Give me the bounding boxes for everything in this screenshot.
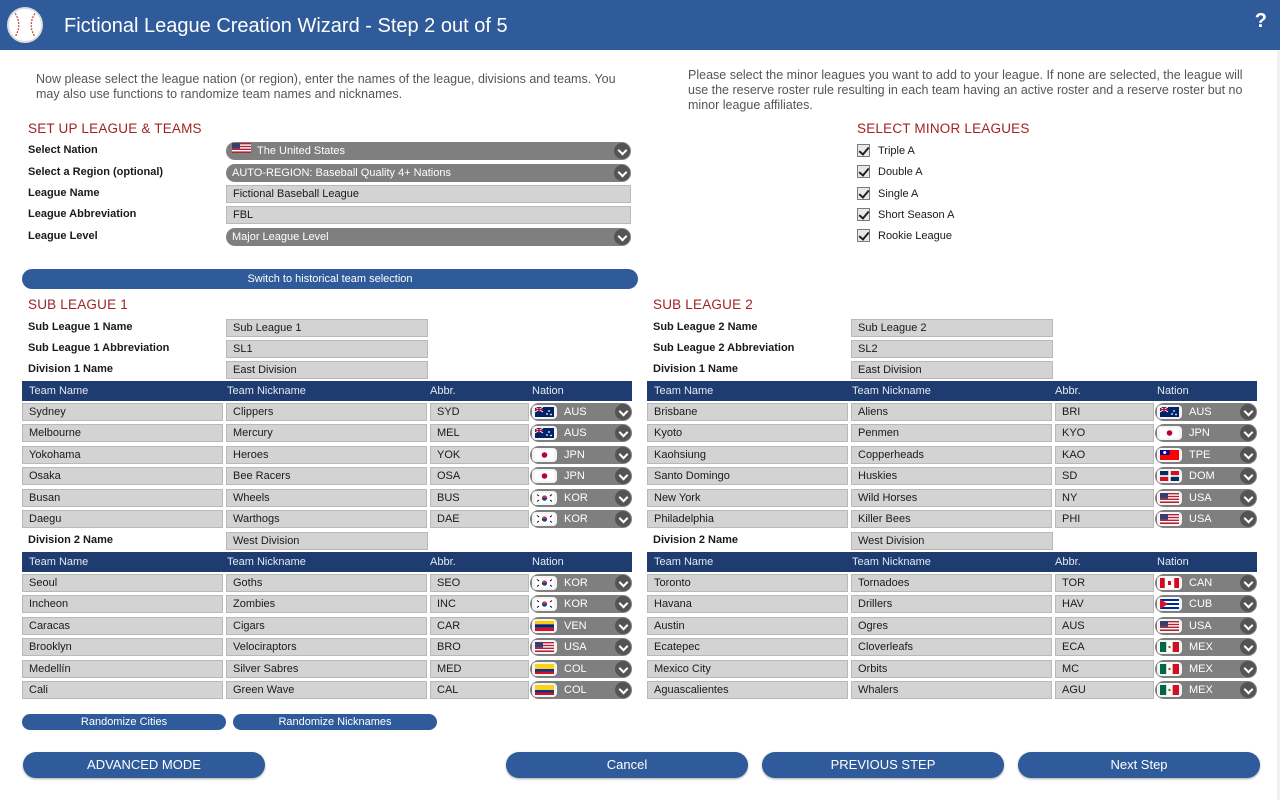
usa-flag-icon	[1157, 619, 1182, 633]
can-flag-icon	[1157, 576, 1182, 590]
sub-league-1-abbreviation-label: Sub League 1 Abbreviation	[28, 342, 170, 354]
chevron-down-icon	[1240, 447, 1256, 463]
sl1-division-2-label: Division 2 Name	[28, 534, 113, 546]
nation-select[interactable]	[226, 142, 631, 160]
intro-text-right: Please select the minor leagues you want to add to your league. If none are selected, the league will use the reserve roster rule resulting in each team having an active roster and a reserve roster but no minor league affiliates.	[688, 68, 1243, 112]
team-nation-code: USA	[1189, 619, 1212, 632]
aus-flag-icon	[1157, 405, 1182, 419]
team-abbreviation-input[interactable]: BUS	[430, 489, 529, 507]
tpe-flag-icon	[1157, 448, 1182, 462]
team-nation-select[interactable]	[1155, 424, 1257, 442]
minor-league-short-season-a[interactable]: Short Season A	[857, 207, 977, 223]
team-nickname-input[interactable]: Green Wave	[226, 681, 427, 699]
team-nation-select[interactable]	[1155, 510, 1257, 528]
team-nickname-input[interactable]: Velociraptors	[226, 638, 427, 656]
chevron-down-icon	[1240, 575, 1256, 591]
team-nation-code: JPN	[1189, 427, 1210, 440]
help-icon[interactable]: ?	[1254, 10, 1267, 32]
sl2-division-1-input[interactable]: East Division	[851, 361, 1053, 379]
window-title: Fictional League Creation Wizard - Step 2 out of 5	[64, 15, 508, 37]
team-abbreviation-input[interactable]: PHI	[1055, 510, 1154, 528]
checkbox[interactable]	[857, 165, 870, 178]
league-abbreviation-label: League Abbreviation	[28, 208, 137, 220]
usa-flag-icon	[1157, 512, 1182, 526]
team-abbreviation-input[interactable]: OSA	[430, 467, 529, 485]
team-nation-select[interactable]	[530, 489, 632, 507]
team-nation-select[interactable]	[530, 660, 632, 678]
select-region-label: Select a Region (optional)	[28, 166, 164, 178]
sub-league-1-heading: SUB LEAGUE 1	[28, 297, 128, 312]
team-nation-select[interactable]	[530, 617, 632, 635]
team-city-input[interactable]: Caracas	[22, 617, 223, 635]
team-city-input[interactable]: Melbourne	[22, 424, 223, 442]
team-nickname-input[interactable]: Penmen	[851, 424, 1052, 442]
sub-league-1-abbreviation-input[interactable]: SL1	[226, 340, 428, 358]
chevron-down-icon	[1240, 511, 1256, 527]
previous-step-button[interactable]: PREVIOUS STEP	[762, 752, 1004, 778]
sub-league-2-abbreviation-label: Sub League 2 Abbreviation	[653, 342, 795, 354]
sl1-d2-table-header: Team Name Team Nickname Abbr. Nation	[22, 552, 632, 572]
team-nation-code: USA	[1189, 491, 1212, 504]
team-city-input[interactable]: Seoul	[22, 574, 223, 592]
chevron-down-icon	[615, 468, 631, 484]
team-nickname-input[interactable]: Wheels	[226, 489, 427, 507]
team-abbreviation-input[interactable]: KYO	[1055, 424, 1154, 442]
ven-flag-icon	[532, 619, 557, 633]
team-nickname-input[interactable]: Heroes	[226, 446, 427, 464]
chevron-down-icon	[614, 165, 630, 181]
team-nation-code: KOR	[564, 491, 588, 504]
league-level-value: Major League Level	[232, 231, 329, 243]
team-nation-code: VEN	[564, 619, 587, 632]
chevron-down-icon	[615, 575, 631, 591]
team-nation-code: MEX	[1189, 684, 1213, 696]
sub-league-1-name-label: Sub League 1 Name	[28, 321, 133, 333]
chevron-down-icon	[614, 229, 630, 245]
sub-league-2-name-label: Sub League 2 Name	[653, 321, 758, 333]
team-nickname-input[interactable]: Huskies	[851, 467, 1052, 485]
team-nation-code: MEX	[1189, 641, 1213, 654]
team-nation-code: AUS	[564, 406, 587, 418]
team-nation-code: COL	[564, 684, 587, 696]
select-nation-label: Select Nation	[28, 144, 98, 156]
team-abbreviation-input[interactable]: INC	[430, 595, 529, 613]
sub-league-2-heading: SUB LEAGUE 2	[653, 297, 753, 312]
team-city-input[interactable]: New York	[647, 489, 848, 507]
usa-flag-icon	[532, 640, 557, 654]
jpn-flag-icon	[532, 448, 557, 462]
team-abbreviation-input[interactable]: YOK	[430, 446, 529, 464]
team-abbreviation-input[interactable]: MED	[430, 660, 529, 678]
team-abbreviation-input[interactable]: MC	[1055, 660, 1154, 678]
team-nation-select[interactable]	[530, 638, 632, 656]
chevron-down-icon	[615, 511, 631, 527]
randomize-nicknames-button[interactable]: Randomize Nicknames	[233, 714, 437, 730]
team-abbreviation-input[interactable]: DAE	[430, 510, 529, 528]
team-nickname-input[interactable]: Bee Racers	[226, 467, 427, 485]
team-abbreviation-input[interactable]: KAO	[1055, 446, 1154, 464]
team-nation-code: AUS	[564, 427, 587, 440]
team-abbreviation-input[interactable]: BRI	[1055, 403, 1154, 421]
kor-flag-icon	[532, 512, 557, 526]
team-nation-select[interactable]	[1155, 489, 1257, 507]
team-nickname-input[interactable]: Clippers	[226, 403, 427, 421]
sub-league-1-name-input[interactable]: Sub League 1	[226, 319, 428, 337]
team-nickname-input[interactable]: Killer Bees	[851, 510, 1052, 528]
checkbox[interactable]	[857, 229, 870, 242]
team-nation-select[interactable]	[530, 510, 632, 528]
team-nation-code: USA	[564, 641, 587, 654]
chevron-down-icon	[615, 596, 631, 612]
kor-flag-icon	[532, 597, 557, 611]
chevron-down-icon	[615, 490, 631, 506]
aus-flag-icon	[532, 426, 557, 440]
usa-flag-icon	[232, 142, 251, 159]
team-nation-select[interactable]	[530, 424, 632, 442]
team-nation-code: MEX	[1189, 662, 1213, 675]
col-flag-icon	[532, 683, 557, 697]
chevron-down-icon	[1240, 661, 1256, 677]
team-city-input[interactable]: Cali	[22, 681, 223, 699]
team-nickname-input[interactable]: Cloverleafs	[851, 638, 1052, 656]
team-nickname-input[interactable]: Zombies	[226, 595, 427, 613]
sl1-division-1-label: Division 1 Name	[28, 363, 113, 375]
team-nation-code: COL	[564, 662, 587, 675]
team-abbreviation-input[interactable]: AUS	[1055, 617, 1154, 635]
cub-flag-icon	[1157, 597, 1182, 611]
chevron-down-icon	[1240, 682, 1256, 698]
minor-league-rookie[interactable]: Rookie League	[857, 228, 977, 244]
team-city-input[interactable]: Medellín	[22, 660, 223, 678]
sl2-division-2-label: Division 2 Name	[653, 534, 738, 546]
team-nickname-input[interactable]: Copperheads	[851, 446, 1052, 464]
team-nickname-input[interactable]: Drillers	[851, 595, 1052, 613]
chevron-down-icon	[615, 661, 631, 677]
team-city-input[interactable]: Sydney	[22, 403, 223, 421]
team-nation-code: CUB	[1189, 598, 1213, 611]
sl1-division-1-input[interactable]: East Division	[226, 361, 428, 379]
team-nation-code: JPN	[564, 448, 585, 461]
chevron-down-icon	[615, 639, 631, 655]
team-nation-select[interactable]	[530, 446, 632, 464]
baseball-logo-icon	[7, 7, 43, 43]
team-city-input[interactable]: Osaka	[22, 467, 223, 485]
advanced-mode-button[interactable]: ADVANCED MODE	[23, 752, 265, 778]
chevron-down-icon	[615, 425, 631, 441]
team-nation-code: TPE	[1189, 448, 1211, 461]
team-nickname-input[interactable]: Goths	[226, 574, 427, 592]
mex-flag-icon	[1157, 640, 1182, 654]
team-city-input[interactable]: Kaohsiung	[647, 446, 848, 464]
team-nation-select[interactable]	[530, 681, 632, 699]
chevron-down-icon	[615, 447, 631, 463]
checkbox[interactable]	[857, 187, 870, 200]
team-nation-code: KOR	[564, 577, 588, 589]
chevron-down-icon	[1240, 490, 1256, 506]
aus-flag-icon	[532, 405, 557, 419]
team-city-input[interactable]: Busan	[22, 489, 223, 507]
sub-league-2-abbreviation-input[interactable]: SL2	[851, 340, 1053, 358]
chevron-down-icon	[615, 404, 631, 420]
team-abbreviation-input[interactable]: ECA	[1055, 638, 1154, 656]
team-abbreviation-input[interactable]: AGU	[1055, 681, 1154, 699]
sl2-d2-table-header: Team Name Team Nickname Abbr. Nation	[647, 552, 1257, 572]
team-city-input[interactable]: Aguascalientes	[647, 681, 848, 699]
minor-league-triple-a[interactable]: Triple A	[857, 143, 977, 159]
jpn-flag-icon	[1157, 426, 1182, 440]
team-nickname-input[interactable]: Aliens	[851, 403, 1052, 421]
team-abbreviation-input[interactable]: TOR	[1055, 574, 1154, 592]
nation-select-value: The United States	[257, 145, 346, 157]
team-abbreviation-input[interactable]: NY	[1055, 489, 1154, 507]
team-nation-select[interactable]	[1155, 617, 1257, 635]
team-city-input[interactable]: Philadelphia	[647, 510, 848, 528]
league-name-label: League Name	[28, 187, 100, 199]
team-abbreviation-input[interactable]: CAL	[430, 681, 529, 699]
team-nation-code: USA	[1189, 513, 1212, 525]
chevron-down-icon	[1240, 618, 1256, 634]
team-nation-code: KOR	[564, 513, 588, 525]
checkbox[interactable]	[857, 144, 870, 157]
team-nickname-input[interactable]: Silver Sabres	[226, 660, 427, 678]
next-step-button[interactable]: Next Step	[1018, 752, 1260, 778]
team-city-input[interactable]: Kyoto	[647, 424, 848, 442]
team-nation-select[interactable]	[1155, 403, 1257, 421]
chevron-down-icon	[1240, 639, 1256, 655]
team-nation-code: JPN	[564, 470, 585, 483]
team-city-input[interactable]: Havana	[647, 595, 848, 613]
sub-league-2-name-input[interactable]: Sub League 2	[851, 319, 1053, 337]
team-city-input[interactable]: Incheon	[22, 595, 223, 613]
chevron-down-icon	[1240, 425, 1256, 441]
chevron-down-icon	[615, 618, 631, 634]
minor-leagues-heading: SELECT MINOR LEAGUES	[857, 121, 1030, 136]
team-city-input[interactable]: Ecatepec	[647, 638, 848, 656]
randomize-cities-button[interactable]: Randomize Cities	[22, 714, 226, 730]
team-city-input[interactable]: Brisbane	[647, 403, 848, 421]
kor-flag-icon	[532, 491, 557, 505]
intro-text-left: Now please select the league nation (or region), enter the names of the league, divisions and teams. You may also use functions to randomize team names and nicknames.	[36, 72, 616, 101]
team-city-input[interactable]: Brooklyn	[22, 638, 223, 656]
kor-flag-icon	[532, 576, 557, 590]
team-nation-select[interactable]	[530, 574, 632, 592]
team-abbreviation-input[interactable]: MEL	[430, 424, 529, 442]
dom-flag-icon	[1157, 469, 1182, 483]
team-nation-select[interactable]	[1155, 595, 1257, 613]
team-nation-code: AUS	[1189, 406, 1212, 418]
team-abbreviation-input[interactable]: SYD	[430, 403, 529, 421]
team-nation-select[interactable]	[1155, 638, 1257, 656]
chevron-down-icon	[615, 682, 631, 698]
team-nickname-input[interactable]: Wild Horses	[851, 489, 1052, 507]
team-abbreviation-input[interactable]: SD	[1055, 467, 1154, 485]
checkbox[interactable]	[857, 208, 870, 221]
region-select[interactable]	[226, 164, 631, 182]
team-abbreviation-input[interactable]: HAV	[1055, 595, 1154, 613]
mex-flag-icon	[1157, 662, 1182, 676]
team-city-input[interactable]: Austin	[647, 617, 848, 635]
chevron-down-icon	[614, 143, 630, 159]
minor-league-single-a[interactable]: Single A	[857, 186, 977, 202]
sl1-division-2-input[interactable]: West Division	[226, 532, 428, 550]
team-nation-select[interactable]	[1155, 467, 1257, 485]
team-nation-code: KOR	[564, 598, 588, 611]
team-nation-select[interactable]	[530, 467, 632, 485]
setup-heading: SET UP LEAGUE & TEAMS	[28, 121, 202, 136]
team-nickname-input[interactable]: Whalers	[851, 681, 1052, 699]
sl2-division-2-input[interactable]: West Division	[851, 532, 1053, 550]
team-nickname-input[interactable]: Warthogs	[226, 510, 427, 528]
team-nickname-input[interactable]: Orbits	[851, 660, 1052, 678]
team-nation-select[interactable]	[1155, 574, 1257, 592]
sl2-division-1-label: Division 1 Name	[653, 363, 738, 375]
minor-league-double-a[interactable]: Double A	[857, 164, 977, 180]
sl2-d1-table-header: Team Name Team Nickname Abbr. Nation	[647, 381, 1257, 401]
team-nickname-input[interactable]: Cigars	[226, 617, 427, 635]
team-nation-select[interactable]	[1155, 681, 1257, 699]
team-abbreviation-input[interactable]: BRO	[430, 638, 529, 656]
team-nickname-input[interactable]: Ogres	[851, 617, 1052, 635]
league-level-label: League Level	[28, 230, 98, 242]
league-level-select[interactable]	[226, 228, 631, 246]
team-city-input[interactable]: Yokohama	[22, 446, 223, 464]
chevron-down-icon	[1240, 404, 1256, 420]
usa-flag-icon	[1157, 491, 1182, 505]
cancel-button[interactable]: Cancel	[506, 752, 748, 778]
switch-historical-button[interactable]: Switch to historical team selection	[22, 269, 638, 289]
team-nation-select[interactable]	[1155, 446, 1257, 464]
chevron-down-icon	[1240, 468, 1256, 484]
jpn-flag-icon	[532, 469, 557, 483]
team-nation-select[interactable]	[530, 403, 632, 421]
team-abbreviation-input[interactable]: SEO	[430, 574, 529, 592]
team-nation-code: DOM	[1189, 470, 1215, 483]
col-flag-icon	[532, 662, 557, 676]
team-nickname-input[interactable]: Tornadoes	[851, 574, 1052, 592]
chevron-down-icon	[1240, 596, 1256, 612]
team-city-input[interactable]: Mexico City	[647, 660, 848, 678]
mex-flag-icon	[1157, 683, 1182, 697]
region-select-value: AUTO-REGION: Baseball Quality 4+ Nations	[232, 167, 451, 179]
league-abbreviation-input[interactable]: FBL	[226, 206, 631, 224]
sl1-d1-table-header: Team Name Team Nickname Abbr. Nation	[22, 381, 632, 401]
team-nickname-input[interactable]: Mercury	[226, 424, 427, 442]
league-name-input[interactable]: Fictional Baseball League	[226, 185, 631, 203]
team-nation-select[interactable]	[530, 595, 632, 613]
team-nation-select[interactable]	[1155, 660, 1257, 678]
team-city-input[interactable]: Santo Domingo	[647, 467, 848, 485]
team-abbreviation-input[interactable]: CAR	[430, 617, 529, 635]
team-city-input[interactable]: Toronto	[647, 574, 848, 592]
team-nation-code: CAN	[1189, 577, 1213, 589]
title-bar	[0, 0, 1280, 50]
team-city-input[interactable]: Daegu	[22, 510, 223, 528]
